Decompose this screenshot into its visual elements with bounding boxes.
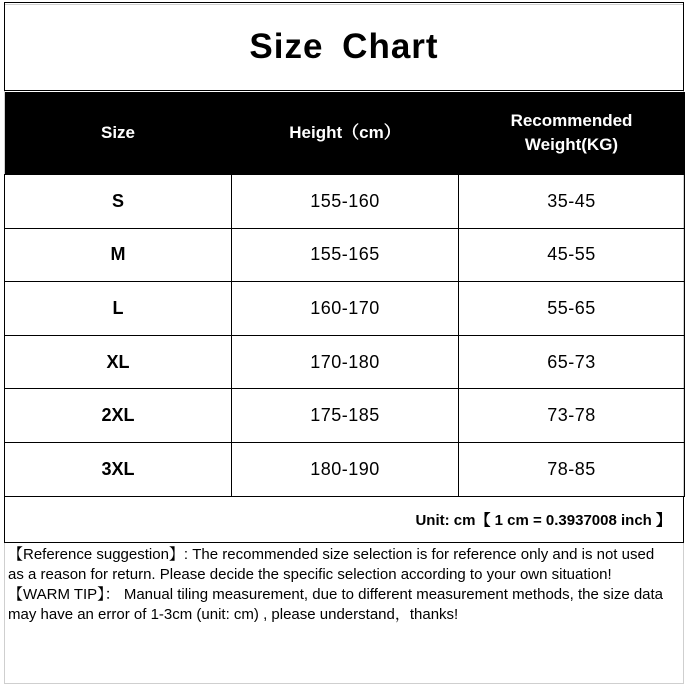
weight-cell: 45-55 xyxy=(459,228,685,282)
table-row xyxy=(5,175,685,229)
size-cell: 2XL xyxy=(5,389,232,443)
size-cell: XL xyxy=(5,335,232,389)
table-row xyxy=(5,282,685,336)
size-cell: L xyxy=(5,282,232,336)
height-cell: 170-180 xyxy=(232,335,459,389)
size-cell: S xyxy=(5,175,232,229)
header-height: Height（cm） xyxy=(232,92,459,175)
height-cell: 155-165 xyxy=(232,228,459,282)
header-size: Size xyxy=(5,92,232,175)
table-row xyxy=(5,442,685,496)
height-cell: 160-170 xyxy=(232,282,459,336)
height-cell: 155-160 xyxy=(232,175,459,229)
unit-box xyxy=(4,496,684,543)
weight-cell: 78-85 xyxy=(459,442,685,496)
height-cell: 175-185 xyxy=(232,389,459,443)
unit-text: Unit: cm【 1 cm = 0.3937008 inch 】 xyxy=(415,512,671,529)
weight-cell: 35-45 xyxy=(459,175,685,229)
table-row xyxy=(5,389,685,443)
notes xyxy=(8,545,674,625)
weight-cell: 65-73 xyxy=(459,335,685,389)
size-cell: 3XL xyxy=(5,442,232,496)
header-weight xyxy=(459,92,685,175)
size-cell: M xyxy=(5,228,232,282)
title-box xyxy=(4,2,684,91)
reference-note: 【Reference suggestion】: The recommended size selection is for reference only and is not used as a reason for return. Please decide the specific selection according to your own situation! xyxy=(8,546,655,583)
chart-title: Size Chart xyxy=(249,26,439,66)
size-table xyxy=(4,92,685,497)
header-row xyxy=(5,92,685,175)
table-row xyxy=(5,335,685,389)
table-row xyxy=(5,228,685,282)
weight-cell: 55-65 xyxy=(459,282,685,336)
warm-tip-note: 【WARM TIP】： Manual tiling measurement, due to different measurement methods, the size data may have an error of 1-3cm (unit: cm) , please understand，thanks! xyxy=(8,586,664,623)
weight-cell: 73-78 xyxy=(459,389,685,443)
header-weight-line2: Weight(KG) xyxy=(524,135,619,154)
height-cell: 180-190 xyxy=(232,442,459,496)
header-weight-line1: Recommended xyxy=(510,111,633,130)
